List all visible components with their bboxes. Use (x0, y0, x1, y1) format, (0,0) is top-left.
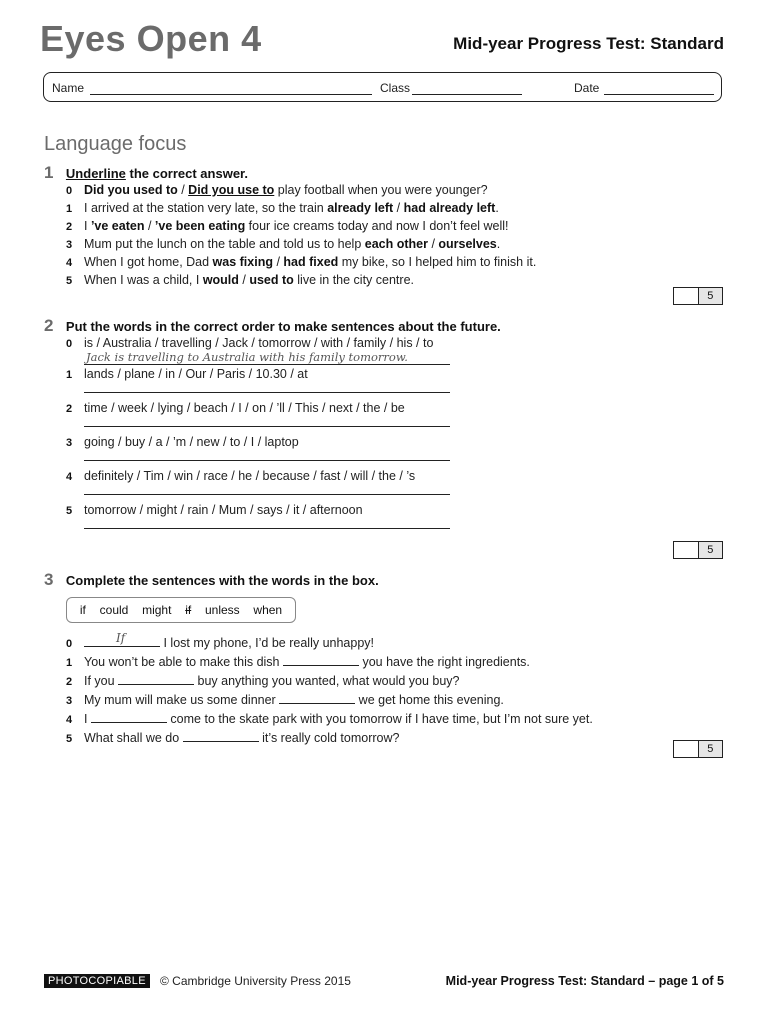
item-number: 0 (66, 185, 73, 197)
item-text: / (272, 255, 284, 269)
gap-blank[interactable] (118, 672, 194, 685)
item-number: 0 (66, 338, 73, 350)
q1-item (66, 236, 746, 254)
word-box-item: unless (204, 603, 240, 617)
q1-score-total: 5 (699, 288, 723, 304)
item-number: 5 (66, 505, 73, 517)
item-number: 4 (66, 714, 73, 726)
item-text: I (84, 219, 91, 233)
item-number: 4 (66, 471, 73, 483)
answer-option[interactable]: each other (364, 237, 428, 251)
word-list: is / Australia / travelling / Jack / tomorrow / with / family / his / to (84, 336, 434, 350)
item-number: 3 (66, 695, 73, 707)
q3-item (66, 691, 746, 710)
answer-option[interactable]: used to (249, 273, 294, 287)
item-text: / (144, 219, 155, 233)
word-box-item: might (142, 603, 172, 617)
answer-line[interactable] (84, 528, 450, 529)
sentence-end: you have the right ingredients. (358, 655, 530, 669)
item-text: When I was a child, I (84, 273, 203, 287)
q2-item (66, 468, 466, 502)
q1-item (66, 182, 746, 200)
word-box (66, 597, 296, 623)
date-field[interactable] (604, 94, 714, 95)
sentence-start: What shall we do (84, 731, 183, 745)
answer-line[interactable] (84, 426, 450, 427)
answer-line[interactable] (84, 364, 450, 365)
answer-option[interactable]: Did you used to (84, 183, 178, 197)
word-list: tomorrow / might / rain / Mum / says / it / afternoon (84, 503, 363, 517)
answer-line[interactable] (84, 494, 450, 495)
q3-score-box (673, 740, 723, 758)
q3-score-input[interactable] (674, 741, 699, 757)
item-number: 2 (66, 676, 73, 688)
q2-item (66, 400, 466, 434)
item-number: 0 (66, 638, 73, 650)
item-text: . (495, 201, 499, 215)
q1-item (66, 200, 746, 218)
sentence-start: If you (84, 674, 119, 688)
q2-header (44, 316, 501, 336)
date-label: Date (574, 81, 600, 95)
answer-option[interactable]: ’ve eaten (90, 219, 145, 233)
q3-item (66, 710, 746, 729)
item-number: 3 (66, 437, 73, 449)
item-text: When I got home, Dad (84, 255, 213, 269)
answer-row (84, 352, 466, 366)
sentence-end: it’s really cold tomorrow? (258, 731, 400, 745)
name-field[interactable] (90, 94, 372, 95)
q2-items (66, 335, 466, 536)
item-text: / (427, 237, 439, 251)
answer-line[interactable] (84, 392, 450, 393)
item-text: Mum put the lunch on the table and told us to help (84, 237, 365, 251)
word-box-item: when (253, 603, 283, 617)
sentence-end: come to the skate park with you tomorrow if I have time, but I’m not sure yet. (166, 712, 593, 726)
sentence-end: I lost my phone, I’d be really unhappy! (160, 636, 375, 650)
page-label: Mid-year Progress Test: Standard – page 1 of 5 (445, 974, 724, 988)
item-number: 3 (66, 239, 73, 251)
word-list: time / week / lying / beach / I / on / ’ll / This / next / the / be (84, 401, 405, 415)
answer-option[interactable]: ourselves (438, 237, 497, 251)
word-list: definitely / Tim / win / race / he / because / fast / will / the / ’s (84, 469, 416, 483)
answer-option[interactable]: Did you use to (188, 183, 275, 197)
q3-item (66, 653, 746, 672)
class-label: Class (380, 81, 411, 95)
item-text: . (496, 237, 501, 251)
answer-option[interactable]: would (202, 273, 239, 287)
answer-option[interactable]: had fixed (283, 255, 339, 269)
class-field[interactable] (412, 94, 522, 95)
q3-number: 3 (44, 570, 54, 589)
sentence-start: I (84, 712, 91, 726)
item-text: / (393, 201, 404, 215)
answer-option[interactable]: was fixing (212, 255, 273, 269)
item-text: my bike, so I helped him to finish it. (338, 255, 537, 269)
q1-items (66, 182, 746, 290)
word-list: going / buy / a / ’m / new / to / I / laptop (84, 435, 299, 449)
answer-line[interactable] (84, 460, 450, 461)
word-box-item: if (185, 603, 192, 617)
q3-score-total: 5 (699, 741, 723, 757)
example-answer: If (116, 631, 126, 645)
q1-instruction: the correct answer. (125, 166, 249, 181)
item-text: live in the city centre. (293, 273, 414, 287)
student-info-box (43, 72, 722, 102)
answer-option[interactable]: already left (327, 201, 394, 215)
test-title: Mid-year Progress Test: Standard (453, 34, 724, 53)
gap-blank[interactable] (91, 710, 167, 723)
item-text: / (238, 273, 250, 287)
q1-instruction-keyword: Underline (65, 166, 126, 181)
brand-title: Eyes Open 4 (40, 18, 262, 59)
q2-score-input[interactable] (674, 542, 699, 558)
gap-blank[interactable] (183, 729, 259, 742)
q1-score-box (673, 287, 723, 305)
item-number: 2 (66, 403, 73, 415)
q2-item (66, 502, 466, 536)
q1-item (66, 272, 746, 290)
item-number: 5 (66, 275, 73, 287)
q3-item (66, 672, 746, 691)
item-number: 2 (66, 221, 73, 233)
sentence-end: we get home this evening. (355, 693, 504, 707)
item-text: four ice creams today and now I don’t feel well! (245, 219, 509, 233)
word-box-item: could (99, 603, 129, 617)
q3-item (66, 729, 746, 748)
q2-number: 2 (44, 316, 54, 335)
item-number: 4 (66, 257, 73, 269)
q3-item (66, 631, 746, 653)
photocopiable-badge: PHOTOCOPIABLE (44, 974, 150, 988)
gap-blank[interactable] (84, 631, 160, 647)
sentence-start: My mum will make us some dinner (84, 693, 280, 707)
q2-instruction: Put the words in the correct order to make sentences about the future. (65, 319, 501, 334)
q2-item (66, 434, 466, 468)
item-number: 1 (66, 203, 73, 215)
item-number: 1 (66, 369, 73, 381)
q2-score-box (673, 541, 723, 559)
gap-blank[interactable] (279, 691, 355, 704)
q2-score-total: 5 (699, 542, 723, 558)
q3-instruction: Complete the sentences with the words in the box. (65, 573, 379, 588)
section-title: Language focus (44, 133, 187, 155)
q3-items (66, 631, 746, 748)
name-label: Name (52, 81, 85, 95)
word-box-item: if (79, 603, 86, 617)
answer-option[interactable]: had already left (403, 201, 496, 215)
example-answer: Jack is travelling to Australia with his family tomorrow. (86, 350, 408, 364)
item-text: I arrived at the station very late, so the train (84, 201, 328, 215)
item-text: play football when you were younger? (274, 183, 488, 197)
item-number: 1 (66, 657, 73, 669)
answer-option[interactable]: ’ve been eating (154, 219, 246, 233)
copyright: © Cambridge University Press 2015 (160, 974, 351, 988)
sentence-end: buy anything you wanted, what would you buy? (194, 674, 460, 688)
q1-score-input[interactable] (674, 288, 699, 304)
item-number: 5 (66, 733, 73, 745)
word-list: lands / plane / in / Our / Paris / 10.30 / at (84, 367, 308, 381)
item-text: / (177, 183, 189, 197)
q1-number: 1 (44, 163, 54, 182)
sentence-start: You won’t be able to make this dish (84, 655, 283, 669)
gap-blank[interactable] (283, 653, 359, 666)
q3-header (44, 570, 379, 590)
q1-item (66, 218, 746, 236)
q1-header (44, 163, 248, 183)
q1-item (66, 254, 746, 272)
q2-item (66, 366, 466, 400)
